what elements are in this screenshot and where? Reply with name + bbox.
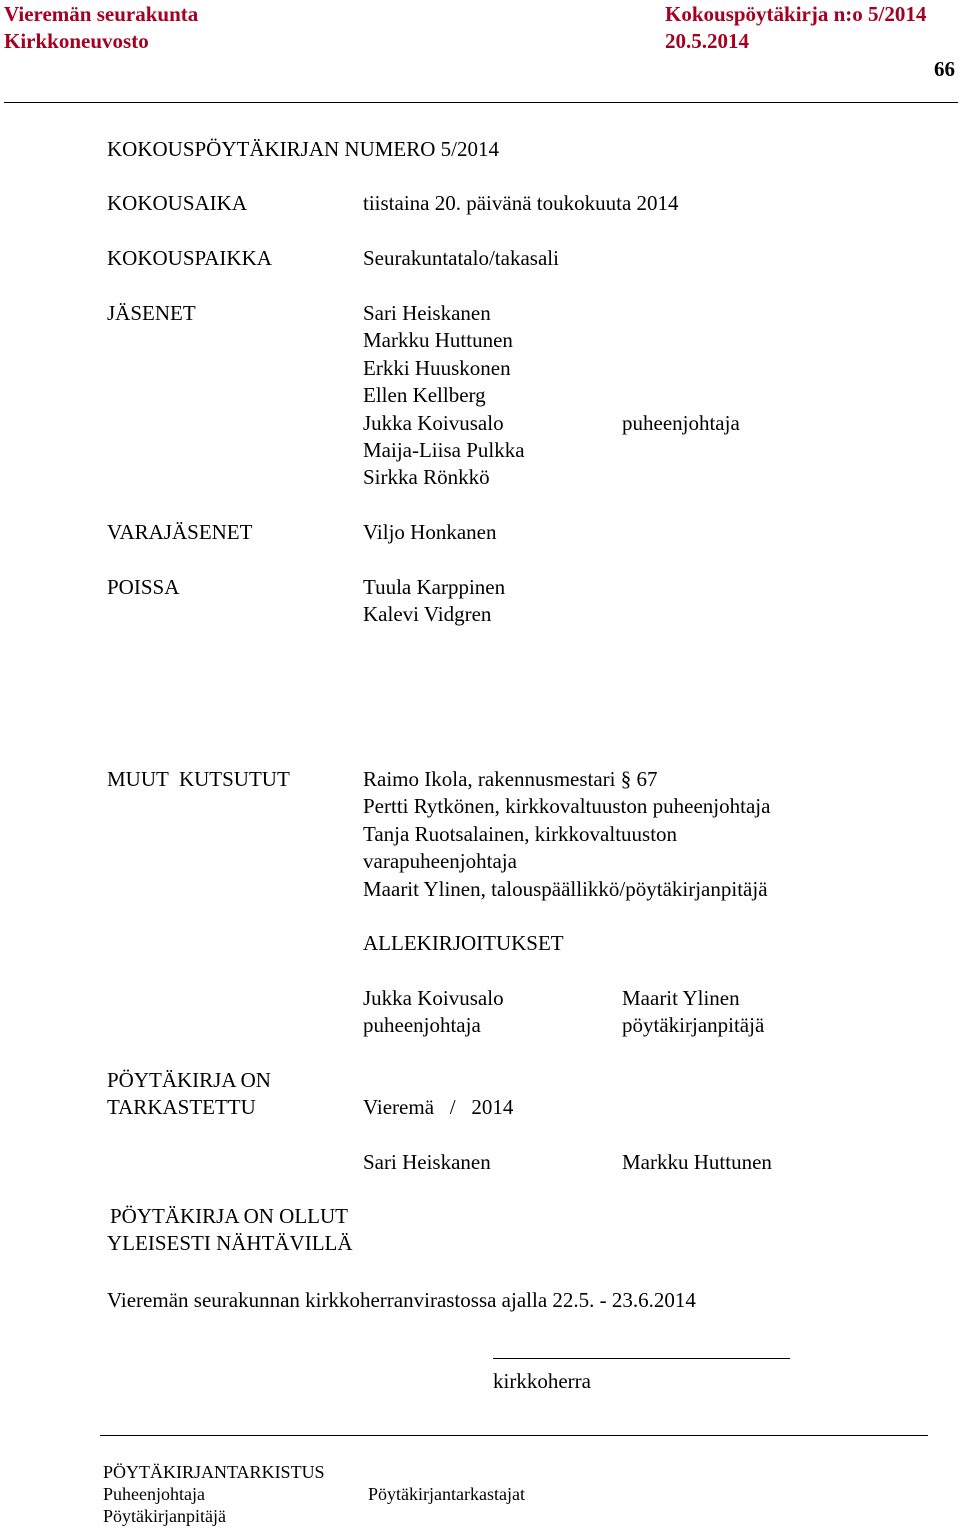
footer-chair: Puheenjohtaja xyxy=(103,1484,205,1504)
others-list xyxy=(363,766,770,903)
member-name: Maija-Liisa Pulkka xyxy=(363,438,525,463)
checked-place-date: Vieremä / 2014 xyxy=(363,1095,514,1119)
governing-body: Kirkkoneuvosto xyxy=(4,29,149,53)
invited-line: Pertti Rytkönen, kirkkovaltuuston puheenjohtaja xyxy=(363,794,771,819)
document-title: KOKOUSPÖYTÄKIRJAN NUMERO 5/2014 xyxy=(107,137,500,161)
invited-line: Raimo Ikola, rakennusmestari § 67 xyxy=(363,767,658,791)
deputies-label: VARAJÄSENET xyxy=(107,520,253,544)
others-label: MUUT KUTSUTUT xyxy=(107,767,290,791)
checker-1: Sari Heiskanen xyxy=(363,1150,491,1174)
signature-chair xyxy=(363,985,504,1040)
displayed-label-line1: PÖYTÄKIRJA ON OLLUT xyxy=(110,1204,348,1228)
displayed-label xyxy=(107,1203,353,1258)
absent-list xyxy=(363,574,505,629)
member-name: Erkki Huuskonen xyxy=(363,355,511,380)
meeting-time-value: tiistaina 20. päivänä toukokuuta 2014 xyxy=(363,191,679,215)
meeting-place-value: Seurakuntatalo/takasali xyxy=(363,246,559,270)
deputy-name: Viljo Honkanen xyxy=(363,520,497,544)
header-divider xyxy=(4,102,958,103)
checked-label xyxy=(107,1067,271,1122)
vicar-signature-line xyxy=(493,1358,790,1359)
invited-line: Maarit Ylinen, talouspäällikkö/pöytäkirjanpitäjä xyxy=(363,876,768,901)
footer-divider xyxy=(100,1435,928,1436)
signature-secretary-name: Maarit Ylinen xyxy=(622,986,740,1010)
page-number: 66 xyxy=(934,57,955,81)
checked-label-line2: TARKASTETTU xyxy=(107,1095,256,1120)
signature-chair-role: puheenjohtaja xyxy=(363,1013,481,1038)
member-name: Jukka Koivusalo xyxy=(363,410,504,435)
footer-checkers: Pöytäkirjantarkastajat xyxy=(368,1484,525,1504)
checker-2: Markku Huttunen xyxy=(622,1150,772,1174)
member-name: Ellen Kellberg xyxy=(363,383,486,408)
displayed-label-line2: YLEISESTI NÄHTÄVILLÄ xyxy=(107,1231,353,1256)
absent-name: Tuula Karppinen xyxy=(363,575,506,599)
meeting-place-label: KOKOUSPAIKKA xyxy=(107,246,272,270)
checked-label-line1: PÖYTÄKIRJA ON xyxy=(107,1068,271,1092)
members-list xyxy=(363,300,525,492)
member-name: Sirkka Rönkkö xyxy=(363,465,490,490)
signature-secretary-role: pöytäkirjanpitäjä xyxy=(622,1013,765,1038)
invited-line: varapuheenjohtaja xyxy=(363,849,517,874)
meeting-time-label: KOKOUSAIKA xyxy=(107,191,247,215)
absent-name: Kalevi Vidgren xyxy=(363,602,492,627)
displayed-text: Vieremän seurakunnan kirkkoherranvirastossa ajalla 22.5. - 23.6.2014 xyxy=(107,1288,696,1312)
footer-secretary: Pöytäkirjanpitäjä xyxy=(103,1506,226,1526)
parish-name: Vieremän seurakunta xyxy=(4,2,199,26)
meeting-date: 20.5.2014 xyxy=(665,29,749,53)
signature-secretary xyxy=(622,985,764,1040)
invited-line: Tanja Ruotsalainen, kirkkovaltuuston xyxy=(363,821,678,846)
chair-role: puheenjohtaja xyxy=(622,411,740,435)
signatures-heading: ALLEKIRJOITUKSET xyxy=(363,931,564,955)
protocol-number: Kokouspöytäkirja n:o 5/2014 xyxy=(665,2,927,26)
vicar-role: kirkkoherra xyxy=(493,1369,591,1393)
signature-chair-name: Jukka Koivusalo xyxy=(363,986,504,1010)
absent-label: POISSA xyxy=(107,575,180,599)
member-name: Markku Huttunen xyxy=(363,328,513,353)
members-label: JÄSENET xyxy=(107,301,196,325)
member-name: Sari Heiskanen xyxy=(363,301,491,325)
footer-title: PÖYTÄKIRJANTARKISTUS xyxy=(103,1462,325,1482)
